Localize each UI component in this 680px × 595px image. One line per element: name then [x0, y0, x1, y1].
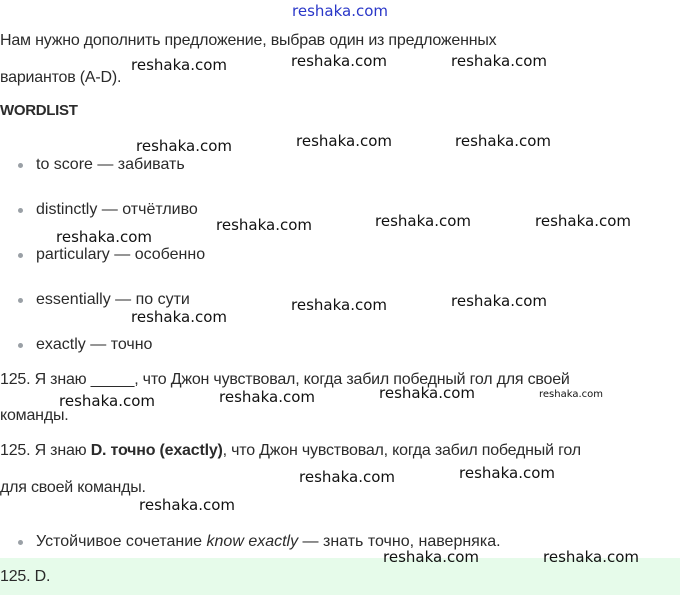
watermark: reshaka.com: [139, 496, 235, 514]
watermark: reshaka.com: [291, 52, 387, 70]
watermark: reshaka.com: [131, 56, 227, 74]
wordlist-item: particulary — особенно: [36, 246, 206, 263]
solution-suffix: , что Джон чувствовал, когда забил победный гол: [222, 442, 581, 459]
note-phrase: know exactly: [206, 533, 299, 550]
bullet-icon: [18, 343, 23, 348]
intro-line-1: Нам нужно дополнить предложение, выбрав один из предложенных: [0, 32, 497, 49]
watermark: reshaka.com: [375, 212, 471, 230]
note-prefix: Устойчивое сочетание: [36, 533, 207, 550]
watermark: reshaka.com: [539, 389, 603, 400]
watermark: reshaka.com: [459, 464, 555, 482]
watermark-top: reshaka.com: [292, 2, 388, 20]
task-line-1: 125. Я знаю _____, что Джон чувствовал, когда забил победный гол для своей: [0, 371, 570, 388]
answer-text: 125. D.: [0, 568, 51, 585]
watermark: reshaka.com: [291, 296, 387, 314]
watermark: reshaka.com: [136, 137, 232, 155]
wordlist-heading: WORDLIST: [0, 102, 78, 119]
wordlist-item: distinctly — отчётливо: [36, 201, 198, 218]
note-suffix: — знать точно, наверняка.: [298, 533, 501, 550]
solution-line-1: [0, 441, 581, 461]
bullet-icon: [18, 163, 23, 168]
watermark: reshaka.com: [296, 132, 392, 150]
watermark: reshaka.com: [216, 216, 312, 234]
watermark: reshaka.com: [299, 468, 395, 486]
bullet-icon: [18, 208, 23, 213]
watermark: reshaka.com: [131, 308, 227, 326]
solution-answer: D. точно (exactly): [90, 442, 223, 459]
watermark: reshaka.com: [451, 292, 547, 310]
task-line-2: команды.: [0, 407, 69, 424]
watermark: reshaka.com: [56, 228, 152, 246]
solution-line-2: для своей команды.: [0, 479, 146, 496]
intro-line-2: вариантов (A-D).: [0, 69, 122, 86]
bullet-icon: [18, 253, 23, 258]
watermark: reshaka.com: [451, 52, 547, 70]
watermark: reshaka.com: [219, 388, 315, 406]
bullet-icon: [18, 540, 23, 545]
watermark: reshaka.com: [379, 384, 475, 402]
wordlist-item: exactly — точно: [36, 336, 153, 353]
wordlist-item: to score — забивать: [36, 156, 185, 173]
watermark: reshaka.com: [383, 548, 479, 566]
solution-prefix: 125. Я знаю: [0, 442, 91, 459]
bullet-icon: [18, 298, 23, 303]
watermark: reshaka.com: [59, 392, 155, 410]
watermark: reshaka.com: [535, 212, 631, 230]
watermark: reshaka.com: [543, 548, 639, 566]
wordlist-item: essentially — по сути: [36, 291, 190, 308]
watermark: reshaka.com: [455, 132, 551, 150]
